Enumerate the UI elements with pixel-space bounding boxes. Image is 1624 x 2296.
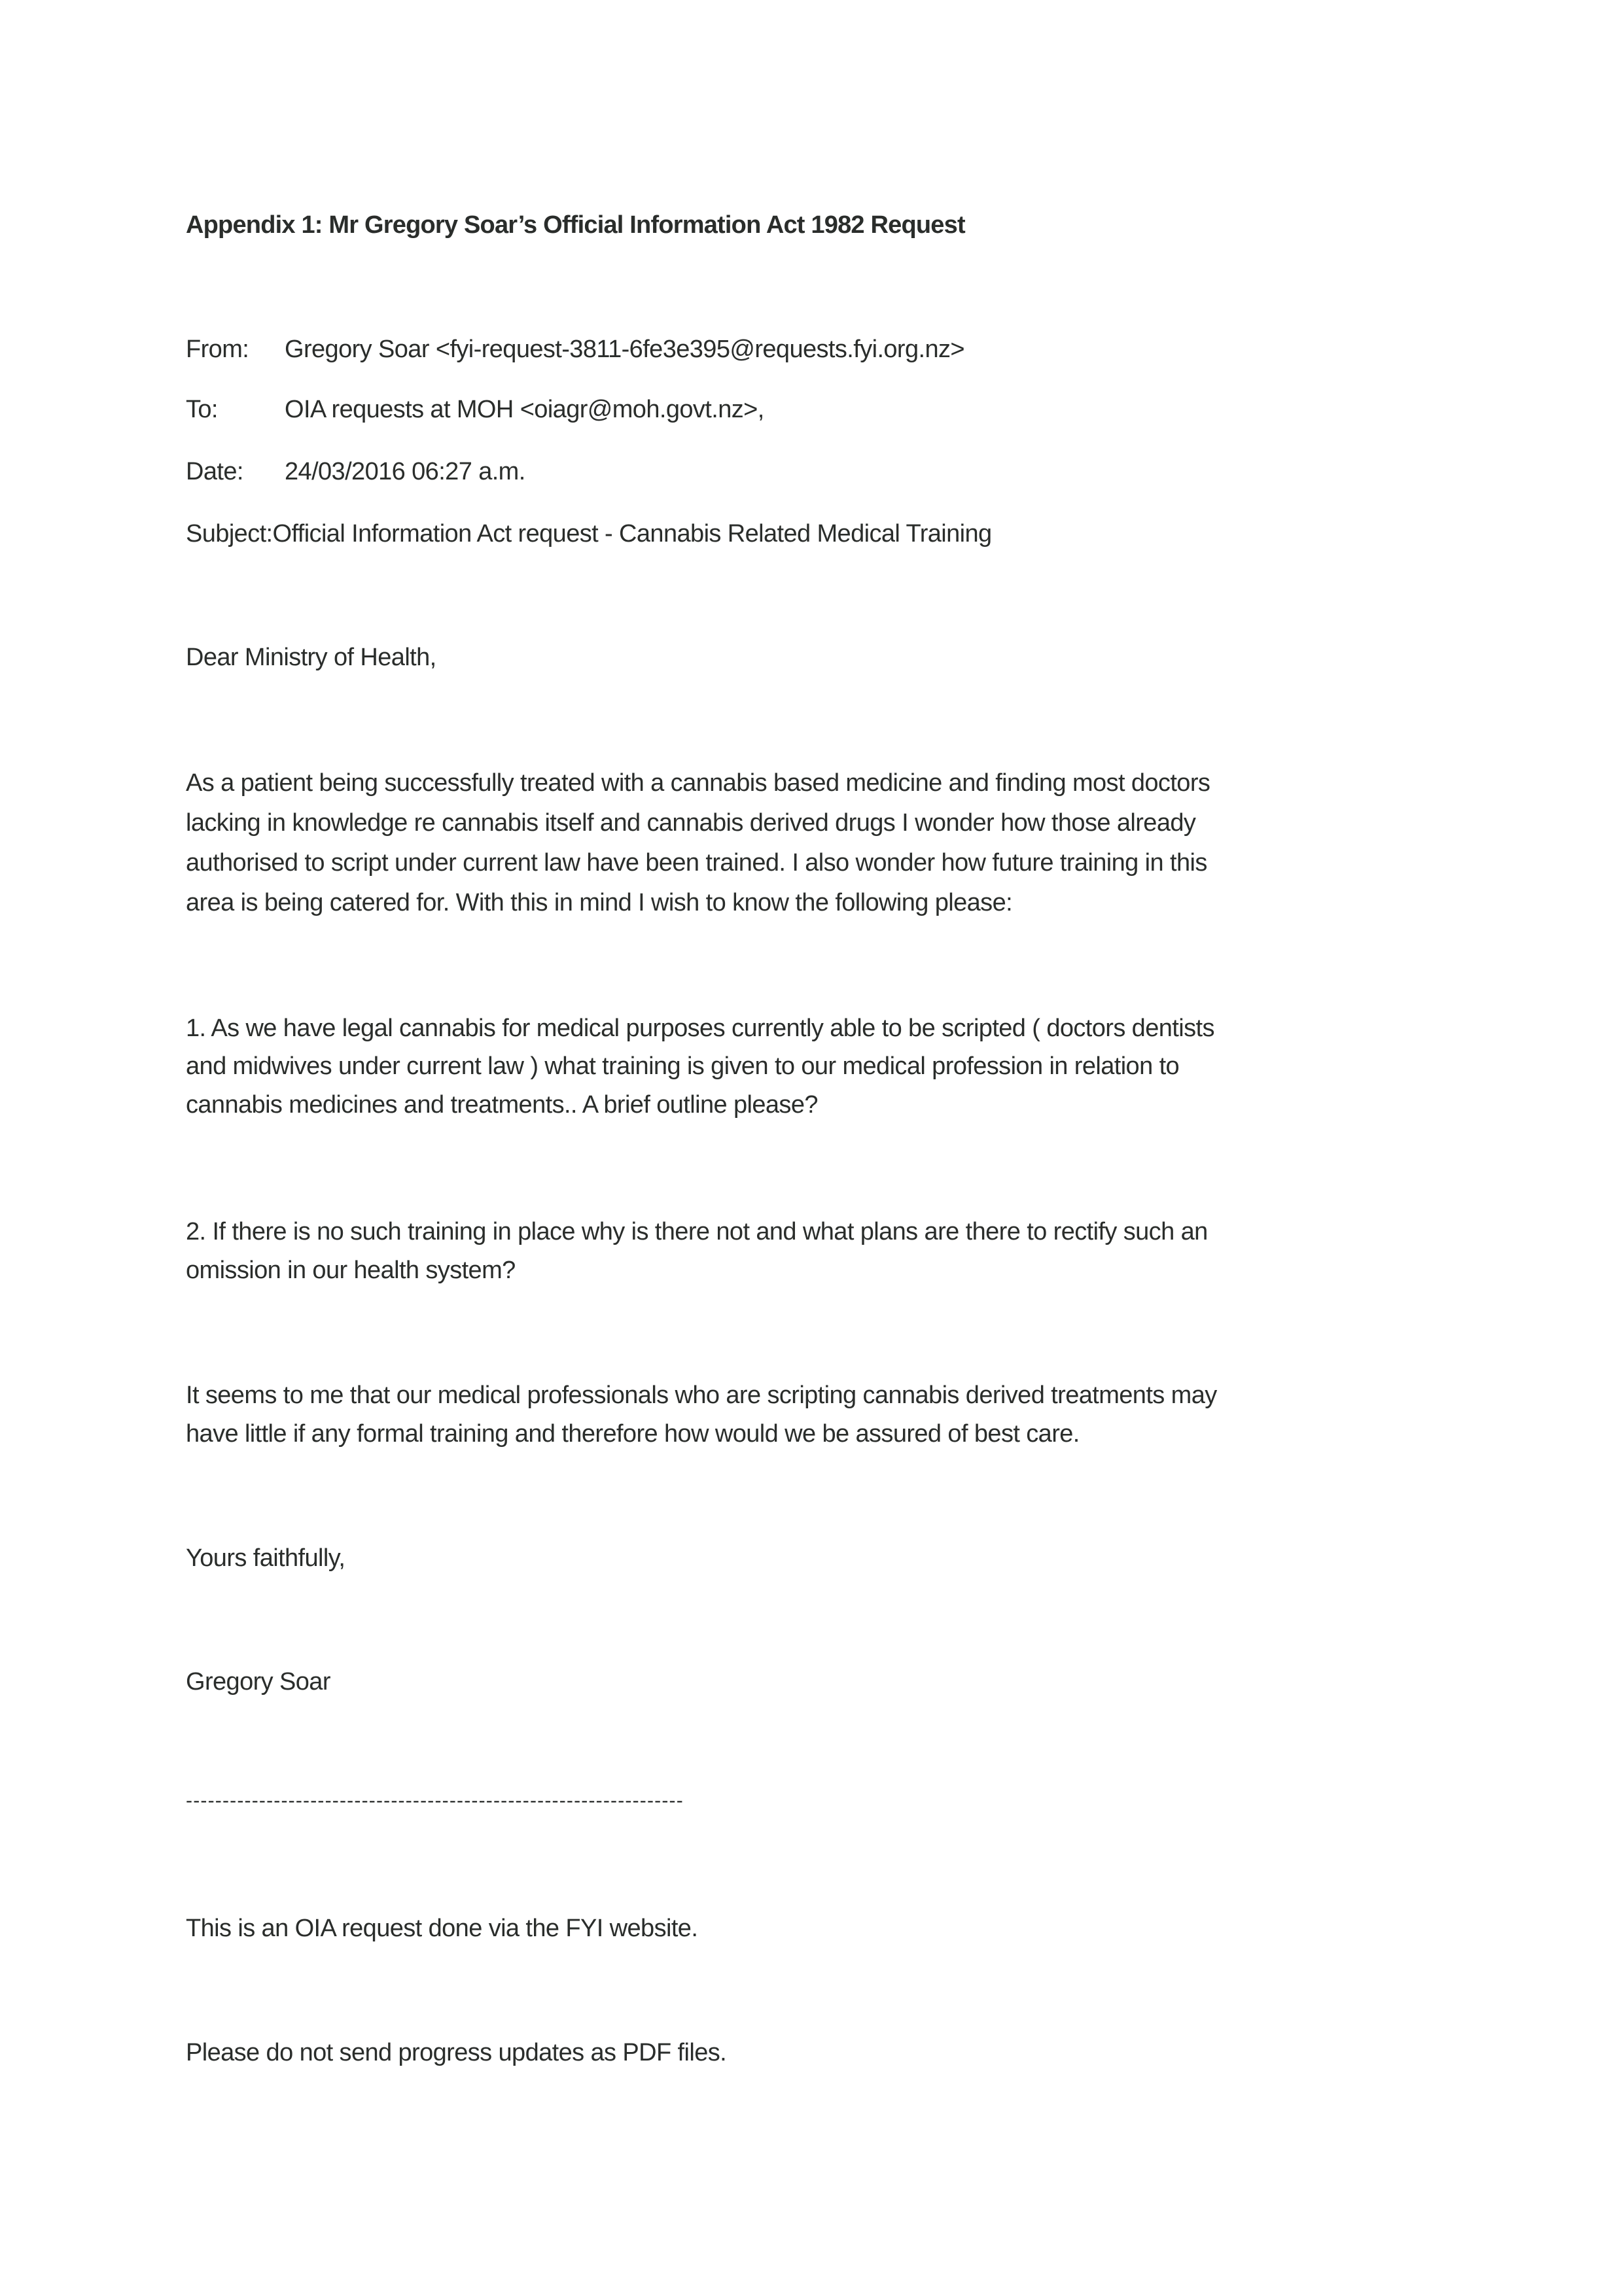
page-title: Appendix 1: Mr Gregory Soar’s Official Information Act 1982 Request <box>186 211 965 239</box>
date-value: 24/03/2016 06:27 a.m. <box>285 458 525 485</box>
date-label: Date: <box>186 458 243 485</box>
footer-note-pdf: Please do not send progress updates as PDF files. <box>186 2039 727 2066</box>
to-value: OIA requests at MOH <oiagr@moh.govt.nz>, <box>285 396 764 423</box>
signoff: Yours faithfully, <box>186 1544 345 1572</box>
from-row <box>186 337 964 362</box>
intro-line: As a patient being successfully treated with a cannabis based medicine and finding most doctors <box>186 769 1210 797</box>
closing-line: have little if any formal training and therefore how would we be assured of best care. <box>186 1420 1080 1448</box>
from-value: Gregory Soar <fyi-request-3811-6fe3e395@requests.fyi.org.nz> <box>285 336 965 363</box>
separator: -------------------------------------------------------------------- <box>186 1790 684 1811</box>
greeting: Dear Ministry of Health, <box>186 644 436 671</box>
question1-line: 1. As we have legal cannabis for medical purposes currently able to be scripted ( doctors dentists <box>186 1015 1214 1042</box>
footer-note-fyi: This is an OIA request done via the FYI website. <box>186 1915 698 1942</box>
question1-line: cannabis medicines and treatments.. A brief outline please? <box>186 1091 818 1119</box>
question1-line: and midwives under current law ) what training is given to our medical profession in relation to <box>186 1052 1180 1080</box>
subject-label: Subject: <box>186 520 273 548</box>
signature: Gregory Soar <box>186 1668 330 1696</box>
subject-value: Official Information Act request - Cannabis Related Medical Training <box>272 520 992 548</box>
closing-line: It seems to me that our medical professionals who are scripting cannabis derived treatments may <box>186 1382 1217 1409</box>
date-row <box>186 459 525 484</box>
question2-line: 2. If there is no such training in place why is there not and what plans are there to rectify such an <box>186 1218 1208 1245</box>
to-label: To: <box>186 396 218 423</box>
intro-line: area is being catered for. With this in mind I wish to know the following please: <box>186 889 1013 916</box>
question2-line: omission in our health system? <box>186 1257 516 1284</box>
intro-line: authorised to script under current law have been trained. I also wonder how future training in this <box>186 849 1207 877</box>
from-label: From: <box>186 336 249 363</box>
intro-line: lacking in knowledge re cannabis itself and cannabis derived drugs I wonder how those already <box>186 809 1196 837</box>
to-row <box>186 397 764 422</box>
subject-row <box>186 521 992 546</box>
